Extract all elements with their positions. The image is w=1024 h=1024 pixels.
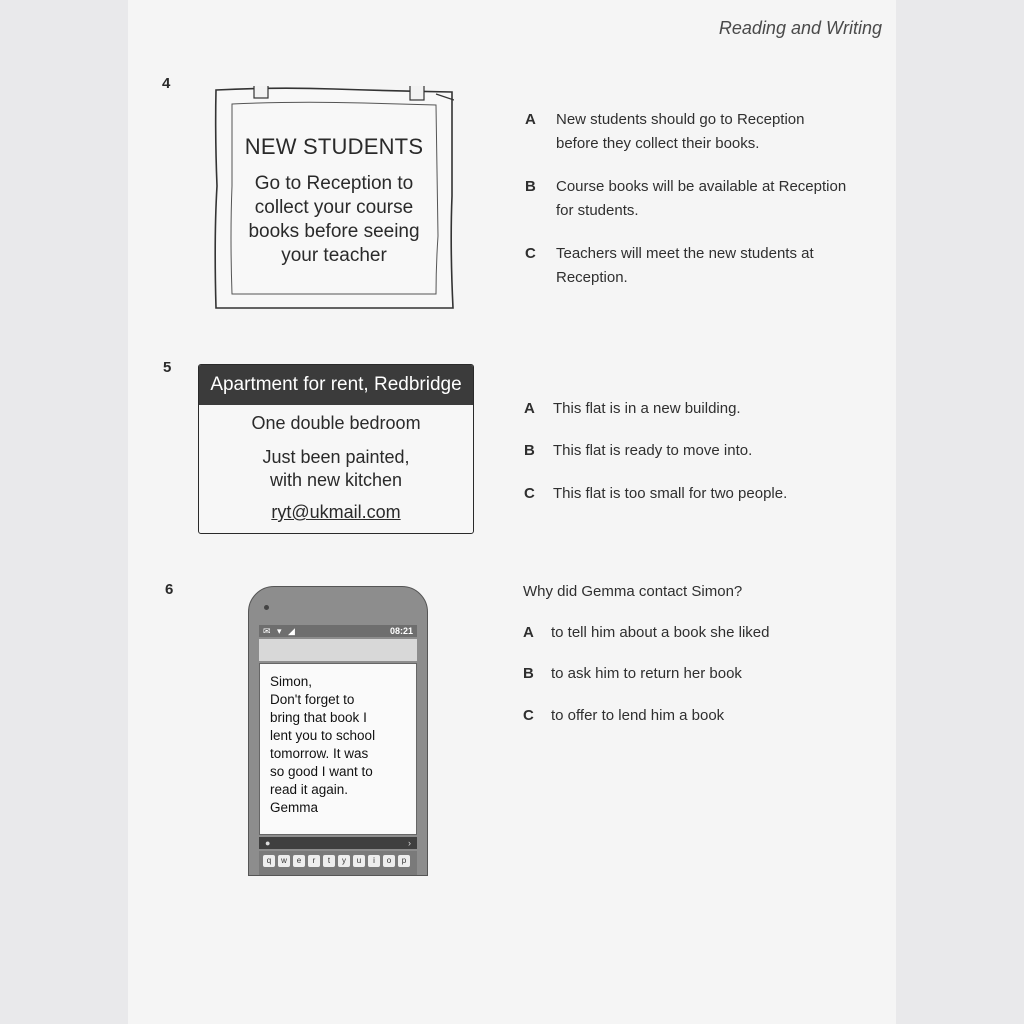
sms-line: bring that book I	[270, 710, 367, 725]
option-text: This flat is ready to move into.	[553, 442, 753, 459]
camera-button-icon: ●	[265, 838, 271, 848]
option-text: to offer to lend him a book	[551, 707, 725, 724]
key-r: r	[308, 855, 320, 867]
option-letter: C	[525, 245, 536, 262]
option-letter: C	[523, 707, 534, 724]
option-text: This flat is in a new building.	[553, 400, 741, 417]
key-p: p	[398, 855, 410, 867]
q4-option-a[interactable]	[525, 108, 885, 156]
phone-illustration	[248, 586, 428, 876]
option-text: This flat is too small for two people.	[553, 485, 788, 502]
option-text	[556, 108, 805, 156]
notice-line: books before seeing	[248, 221, 420, 242]
question-number-6: 6	[165, 581, 174, 598]
option-letter: A	[524, 400, 535, 417]
send-arrow-icon: ›	[408, 838, 411, 848]
status-icons: ✉ ▾ ◢	[263, 626, 297, 636]
option-text: to tell him about a book she liked	[551, 624, 770, 641]
key-e: e	[293, 855, 305, 867]
q5-option-b[interactable]	[524, 439, 854, 463]
question-number-4: 4	[162, 75, 171, 92]
notice-body	[228, 172, 440, 268]
keyboard	[259, 851, 417, 876]
notice-line: collect your course	[254, 197, 414, 218]
key-w: w	[278, 855, 290, 867]
sms-line: read it again.	[270, 782, 349, 797]
option-letter: C	[524, 485, 535, 502]
apartment-ad	[198, 364, 474, 534]
option-line: Course books will be available at Reception	[556, 178, 847, 195]
option-line: New students should go to Reception	[556, 111, 805, 128]
key-y: y	[338, 855, 350, 867]
message-screen	[259, 663, 417, 835]
ad-line-painted: Just been painted,	[262, 447, 410, 467]
camera-icon	[264, 605, 269, 610]
key-o: o	[383, 855, 395, 867]
notice-line: your teacher	[281, 245, 387, 266]
key-i: i	[368, 855, 380, 867]
q6-option-c[interactable]	[523, 704, 853, 728]
sms-line: lent you to school	[270, 728, 376, 743]
option-line: Teachers will meet the new students at	[556, 245, 814, 262]
status-bar	[259, 625, 417, 637]
key-q: q	[263, 855, 275, 867]
notice-line: Go to Reception to	[254, 173, 414, 194]
message-header-bar	[259, 639, 417, 661]
ad-title: Apartment for rent, Redbridge	[199, 365, 473, 405]
option-letter: B	[524, 442, 535, 459]
option-line: for students.	[556, 202, 639, 219]
notice-title: NEW STUDENTS	[244, 134, 424, 159]
q4-option-c[interactable]	[525, 242, 885, 290]
clock: 08:21	[389, 626, 413, 636]
option-letter: B	[525, 178, 536, 195]
question-number-5: 5	[163, 359, 172, 376]
tape-left	[254, 86, 268, 98]
key-t: t	[323, 855, 335, 867]
option-text	[556, 175, 846, 223]
q6-option-a[interactable]	[523, 621, 853, 645]
sms-line: tomorrow. It was	[270, 746, 369, 761]
option-line: Reception.	[556, 269, 628, 286]
ad-line-bedroom: One double bedroom	[251, 413, 421, 433]
section-title: Reading and Writing	[718, 18, 882, 38]
ad-line-kitchen: with new kitchen	[269, 470, 403, 490]
key-u: u	[353, 855, 365, 867]
q6-option-b[interactable]	[523, 662, 853, 686]
new-students-notice	[214, 86, 454, 310]
tape-right	[410, 86, 424, 100]
sms-line: Gemma	[270, 800, 319, 815]
sms-line: Don't forget to	[270, 692, 355, 707]
q4-option-b[interactable]	[525, 175, 885, 223]
option-letter: B	[523, 665, 534, 682]
send-bar	[259, 837, 417, 849]
option-line: before they collect their books.	[556, 135, 760, 152]
option-text: to ask him to return her book	[551, 665, 742, 682]
sms-text	[270, 673, 412, 817]
option-text	[556, 242, 814, 290]
sms-line: Simon,	[270, 674, 313, 689]
q6-question: Why did Gemma contact Simon?	[523, 583, 743, 600]
sms-line: so good I want to	[270, 764, 373, 779]
q5-option-c[interactable]	[524, 482, 854, 506]
option-letter: A	[525, 111, 536, 128]
q5-option-a[interactable]	[524, 397, 854, 421]
option-letter: A	[523, 624, 534, 641]
ad-email-link[interactable]: ryt@ukmail.com	[271, 502, 401, 522]
